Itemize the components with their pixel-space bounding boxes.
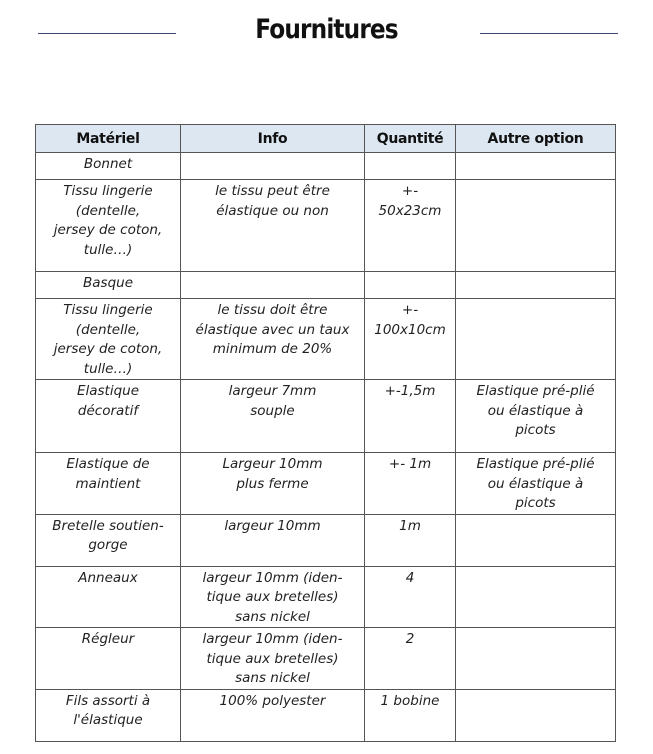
table-header-row bbox=[36, 125, 616, 153]
cell-text: +- 50x23cm bbox=[378, 183, 442, 219]
cell-material bbox=[36, 689, 181, 741]
cell-text: 4 bbox=[405, 569, 415, 586]
cell-text: +- 1m bbox=[388, 456, 432, 472]
cell-text: Bonnet bbox=[83, 156, 133, 172]
cell-quantity bbox=[365, 180, 456, 272]
cell-material bbox=[36, 453, 181, 515]
cell-quantity bbox=[365, 566, 456, 628]
cell-other bbox=[456, 299, 616, 380]
cell-text: Elastique de maintient bbox=[66, 456, 150, 492]
cell-material bbox=[36, 380, 181, 453]
cell-material bbox=[36, 514, 181, 566]
cell-other bbox=[456, 453, 616, 515]
cell-other bbox=[456, 153, 616, 180]
cell-info bbox=[181, 153, 365, 180]
cell-other bbox=[456, 689, 616, 741]
title-row bbox=[0, 14, 653, 54]
cell-quantity bbox=[365, 628, 456, 690]
cell-quantity bbox=[365, 514, 456, 566]
cell-text: 100% polyester bbox=[219, 692, 326, 709]
cell-other bbox=[456, 514, 616, 566]
cell-text: Elastique pré-plié ou élastique à picots bbox=[476, 383, 595, 438]
title-rule-right bbox=[480, 33, 618, 34]
cell-info bbox=[181, 514, 365, 566]
cell-quantity bbox=[365, 453, 456, 515]
cell-other bbox=[456, 566, 616, 628]
table-row bbox=[36, 628, 616, 690]
column-header-material: Matériel bbox=[36, 125, 181, 153]
cell-text: largeur 10mm (iden- tique aux bretelles) sans nickel bbox=[202, 569, 343, 625]
cell-text: largeur 7mm souple bbox=[228, 383, 317, 419]
cell-text: le tissu peut être élastique ou non bbox=[215, 183, 330, 219]
cell-text: le tissu doit être élastique avec un taux minimum de 20% bbox=[195, 302, 350, 357]
cell-quantity bbox=[365, 689, 456, 741]
cell-text: Tissu lingerie (dentelle, jersey de coton, tulle…) bbox=[53, 183, 163, 258]
cell-text: +- 100x10cm bbox=[374, 302, 446, 338]
table-row bbox=[36, 453, 616, 515]
cell-info bbox=[181, 272, 365, 299]
table-row bbox=[36, 566, 616, 628]
cell-info bbox=[181, 689, 365, 741]
cell-material bbox=[36, 153, 181, 180]
cell-info bbox=[181, 299, 365, 380]
cell-text: Anneaux bbox=[78, 569, 138, 586]
cell-text: +-1,5m bbox=[384, 383, 436, 399]
cell-material bbox=[36, 566, 181, 628]
column-header-quantity: Quantité bbox=[365, 125, 456, 153]
cell-other bbox=[456, 380, 616, 453]
cell-text: Bretelle soutien- gorge bbox=[52, 517, 164, 553]
table-row bbox=[36, 180, 616, 272]
page-title: Fournitures bbox=[255, 14, 398, 45]
cell-material bbox=[36, 299, 181, 380]
cell-text: Fils assorti à l'élastique bbox=[65, 692, 151, 728]
table-row bbox=[36, 689, 616, 741]
cell-quantity bbox=[365, 153, 456, 180]
cell-text: 1m bbox=[399, 517, 421, 534]
table-row bbox=[36, 514, 616, 566]
table-row bbox=[36, 153, 616, 180]
cell-quantity bbox=[365, 380, 456, 453]
cell-other bbox=[456, 180, 616, 272]
supplies-table bbox=[35, 124, 616, 742]
table-row bbox=[36, 380, 616, 453]
column-header-other-option: Autre option bbox=[456, 125, 616, 153]
cell-text: Largeur 10mm plus ferme bbox=[222, 456, 323, 492]
cell-info bbox=[181, 180, 365, 272]
cell-material bbox=[36, 180, 181, 272]
cell-text: Elastique pré-plié ou élastique à picots bbox=[476, 456, 595, 511]
cell-material bbox=[36, 272, 181, 299]
cell-text: 2 bbox=[405, 631, 415, 647]
cell-info bbox=[181, 453, 365, 515]
cell-text: Tissu lingerie (dentelle, jersey de coton, tulle…) bbox=[53, 302, 163, 377]
column-header-info: Info bbox=[181, 125, 365, 153]
cell-quantity bbox=[365, 272, 456, 299]
cell-text: Régleur bbox=[81, 631, 135, 647]
cell-text: Basque bbox=[83, 275, 133, 291]
table-row bbox=[36, 299, 616, 380]
cell-quantity bbox=[365, 299, 456, 380]
cell-info bbox=[181, 628, 365, 690]
cell-material bbox=[36, 628, 181, 690]
cell-other bbox=[456, 628, 616, 690]
cell-info bbox=[181, 566, 365, 628]
cell-other bbox=[456, 272, 616, 299]
table-row bbox=[36, 272, 616, 299]
cell-text: 1 bobine bbox=[380, 692, 440, 709]
cell-text: largeur 10mm bbox=[224, 517, 321, 534]
cell-text: Elastique décoratif bbox=[76, 383, 140, 419]
cell-text: largeur 10mm (iden- tique aux bretelles) sans nickel bbox=[202, 631, 343, 686]
cell-info bbox=[181, 380, 365, 453]
